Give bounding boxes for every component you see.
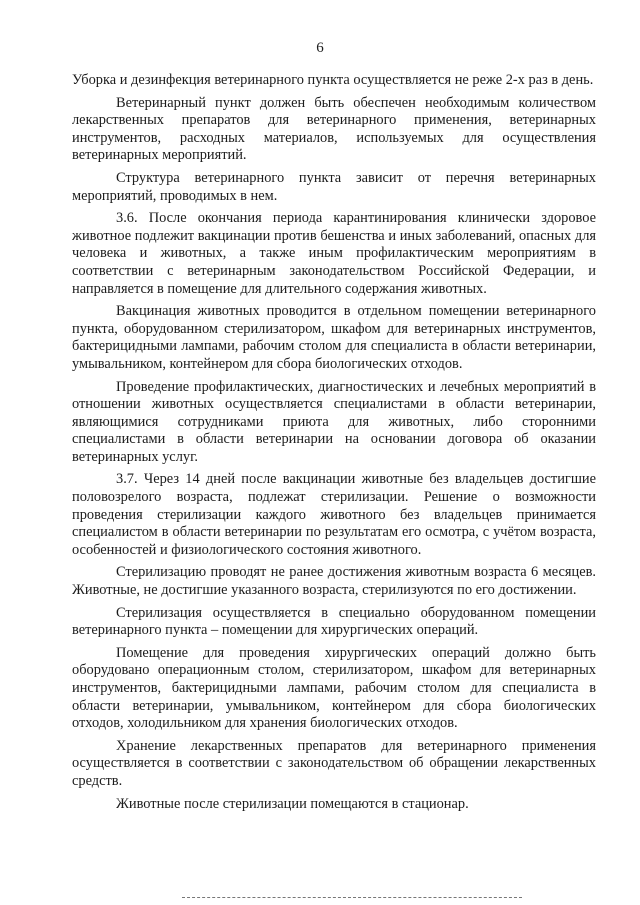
paragraph: 3.6. После окончания периода карантинирования клинически здоровое животное подлежит вакцинации против бешенства и иных заболеваний, опасных для человека и животных, а также иным профилактическим мероприятиям в соответствии с ветеринарным законодательством Российской Федерации, и направляется в помещение для длительного содержания животных.: [72, 210, 596, 297]
paragraph: Вакцинация животных проводится в отдельном помещении ветеринарного пункта, оборудованном стерилизатором, шкафом для ветеринарных инструментов, бактерицидными лампами, рабочим столом для специалиста в области ветеринарии, умывальником, контейнером для сбора биологических отходов.: [72, 303, 596, 372]
paragraph: Уборка и дезинфекция ветеринарного пункта осуществляется не реже 2-х раз в день.: [72, 72, 594, 88]
paragraph: Структура ветеринарного пункта зависит от перечня ветеринарных мероприятий, проводимых в нем.: [72, 169, 596, 204]
page-number: 6: [316, 40, 324, 56]
paragraph: Стерилизацию проводят не ранее достижения животным возраста 6 месяцев. Животные, не достигшие указанного возраста, стерилизуются по его достижении.: [72, 564, 596, 599]
paragraph: Хранение лекарственных препаратов для ветеринарного применения осуществляется в соответствии с законодательством об обращении лекарственных средств.: [72, 737, 596, 789]
paragraph: Животные после стерилизации помещаются в стационар.: [116, 795, 469, 812]
document-body: [72, 72, 596, 818]
paragraph: Стерилизация осуществляется в специально оборудованном помещении ветеринарного пункта – помещении для хирургических операций.: [72, 604, 596, 639]
paragraph: Ветеринарный пункт должен быть обеспечен необходимым количеством лекарственных препаратов для ветеринарного применения, ветеринарных инструментов, расходных материалов, используемых для осуществления ветеринарных мероприятий.: [72, 94, 596, 164]
bottom-divider: [182, 897, 522, 898]
paragraph: Проведение профилактических, диагностических и лечебных мероприятий в отношении животных осуществляется специалистами в области ветеринарии, являющимися сотрудниками приюта для животных, либо сторонними специалистами в области ветеринарии на основании договора об оказании ветеринарных услуг.: [72, 378, 596, 465]
paragraph: Помещение для проведения хирургических операций должно быть оборудовано операционным столом, стерилизатором, шкафом для ветеринарных инструментов, бактерицидными лампами, рабочим столом для специалиста в области ветеринарии, умывальником, контейнером для сбора биологических отходов, холодильником для хранения биологических отходов.: [72, 644, 596, 732]
paragraph: 3.7. Через 14 дней после вакцинации животные без владельцев достигшие половозрелого возраста, подлежат стерилизации. Решение о возможности проведения стерилизации каждого животного без владельцев принимается специалистом в области ветеринарии по результатам его осмотра, с учётом возраста, особенностей и физиологического состояния животного.: [72, 471, 596, 558]
